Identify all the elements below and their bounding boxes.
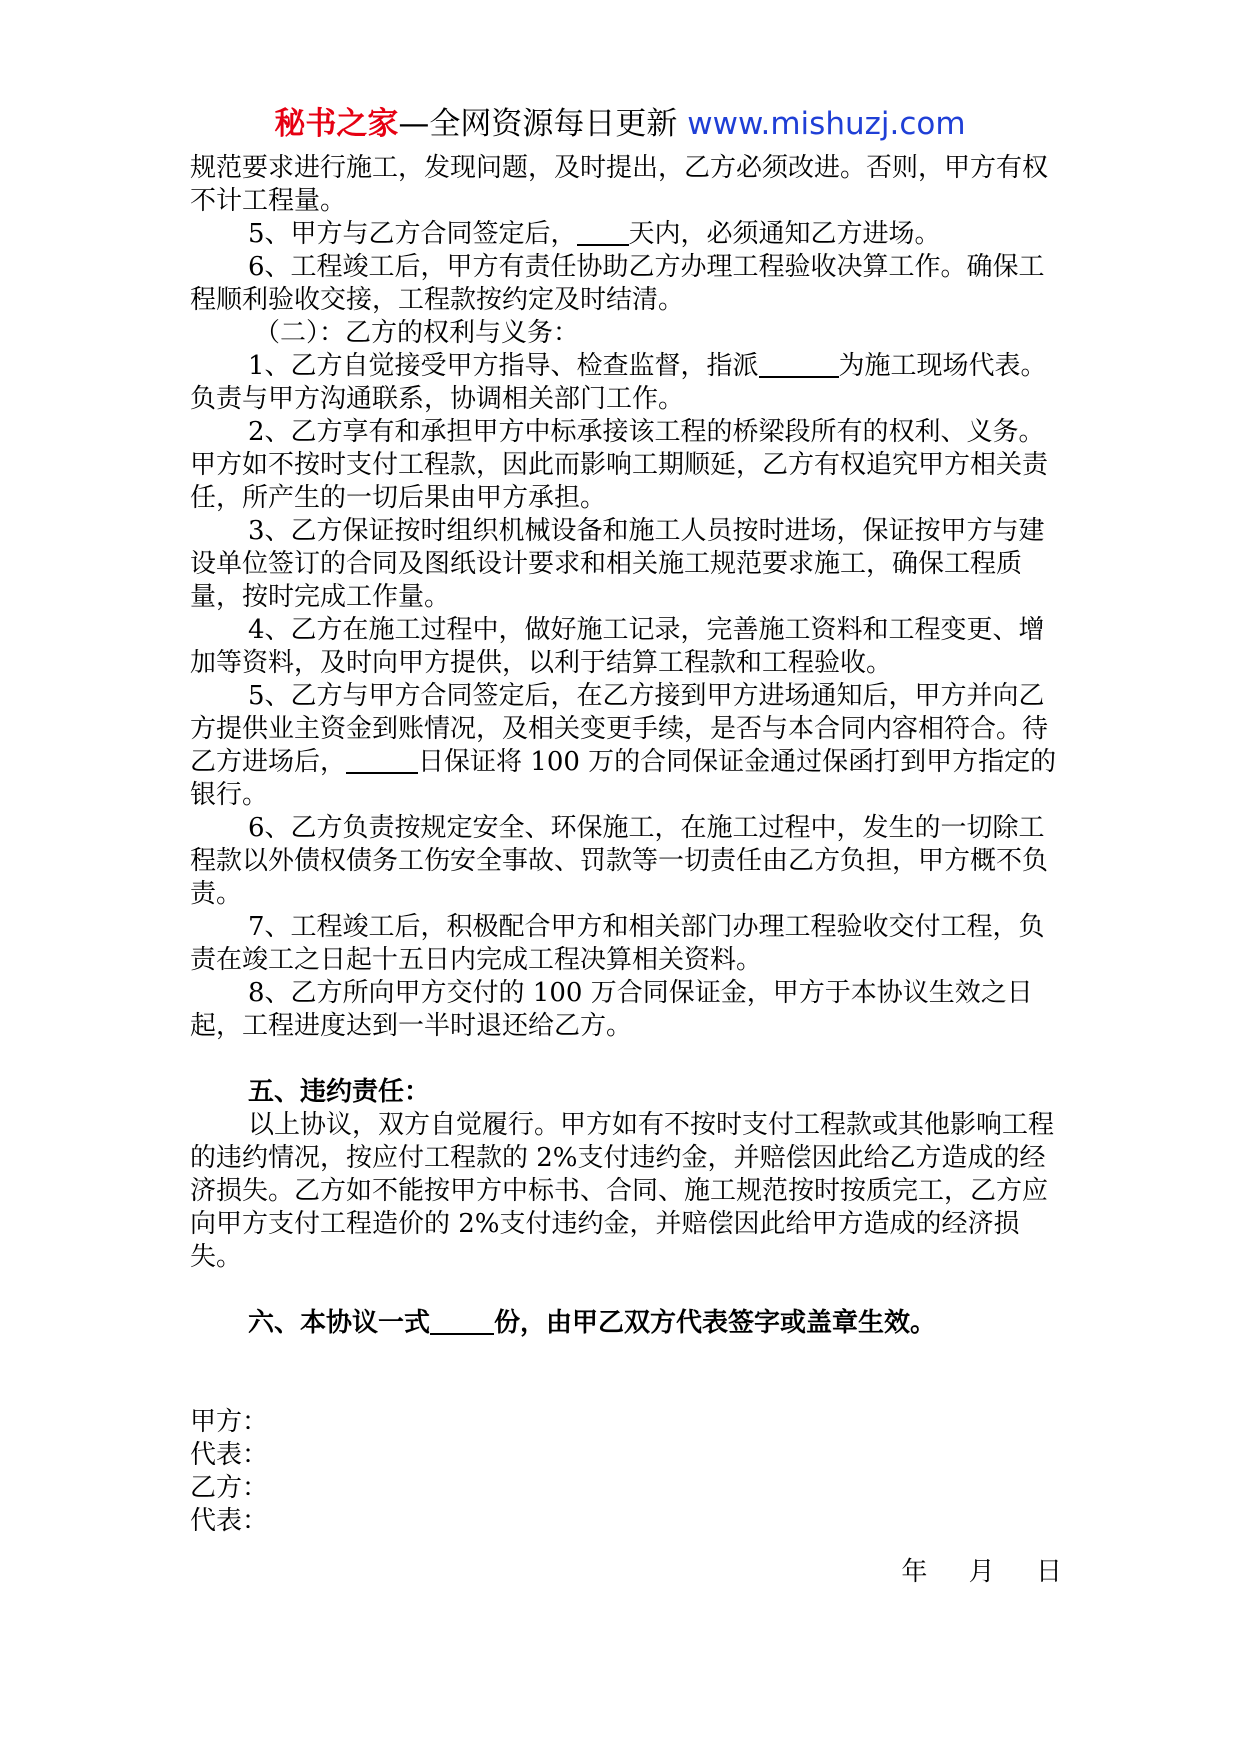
rep-b-label: 代表： — [190, 1506, 269, 1536]
paragraph — [190, 680, 1062, 812]
fill-in-blank[interactable] — [430, 1307, 494, 1335]
site-url-link[interactable]: www.mishuzj.com — [687, 106, 966, 142]
paragraph — [190, 350, 1062, 416]
party-a-label: 甲方： — [190, 1407, 269, 1437]
paragraph: 2、乙方享有和承担甲方中标承接该工程的桥梁段所有的权利、义务。甲方如不按时支付工程款，因此而影响工期顺延，乙方有权追究甲方相关责任，所产生的一切后果由甲方承担。 — [190, 417, 1049, 513]
subsection-heading: （二）：乙方的权利与义务： — [254, 318, 580, 348]
rep-a-label: 代表： — [190, 1440, 269, 1470]
paragraph: 6、工程竣工后，甲方有责任协助乙方办理工程验收决算工作。确保工程顺利验收交接，工程款按约定及时结清。 — [190, 252, 1045, 315]
party-b-label: 乙方： — [190, 1473, 269, 1503]
fill-in-blank[interactable] — [577, 218, 629, 246]
paragraph: 4、乙方在施工过程中，做好施工记录，完善施工资料和工程变更、增加等资料，及时向甲方提供，以利于结算工程款和工程验收。 — [190, 615, 1045, 678]
site-header — [0, 104, 1240, 144]
paragraph: 以上协议，双方自觉履行。甲方如有不按时支付工程款或其他影响工程的违约情况，按应付工程款的 2%支付违约金，并赔偿因此给乙方造成的经济损失。乙方如不能按甲方中标书、合同、施工规范按时按质完工，乙方应向甲方支付工程造价的 2%支付违约金，并赔偿因此给甲方造成的经济损失。 — [190, 1110, 1055, 1272]
signature-block — [190, 1406, 1062, 1538]
paragraph-text: 1、乙方自觉接受甲方指导、检查监督，指派 — [248, 351, 759, 381]
section-heading — [190, 1307, 1062, 1340]
paragraph-text: 天内，必须通知乙方进场。 — [628, 219, 941, 249]
paragraph: 6、乙方负责按规定安全、环保施工，在施工过程中，发生的一切除工程款以外债权债务工伤安全事故、罚款等一切责任由乙方负担，甲方概不负责。 — [190, 813, 1049, 909]
paragraph — [190, 218, 1062, 251]
date-line: 年 月 日 — [901, 1557, 1062, 1587]
brand-name: 秘书之家 — [274, 106, 399, 142]
paragraph: 7、工程竣工后，积极配合甲方和相关部门办理工程验收交付工程，负责在竣工之日起十五日内完成工程决算相关资料。 — [190, 912, 1045, 975]
paragraph-text: 5、乙方与甲方合同签定后，在乙方接到甲方进场通知后，甲方并向乙方提供业主资金到账情况，及相关变更手续，是否与本合同内容相符合。待乙方进场后， — [190, 681, 1049, 777]
paragraph-text: 日保证将 100 万的合同保证金通过保函打到甲方指定的银行。 — [190, 747, 1057, 810]
fill-in-blank[interactable] — [759, 350, 839, 378]
paragraph-text: 5、甲方与乙方合同签定后， — [248, 219, 577, 249]
paragraph-text: 为施工现场代表。负责与甲方沟通联系，协调相关部门工作。 — [190, 351, 1047, 414]
contract-body — [190, 152, 1062, 1538]
header-tagline: —全网资源每日更新 — [398, 106, 688, 142]
paragraph: 8、乙方所向甲方交付的 100 万合同保证金，甲方于本协议生效之日起，工程进度达到一半时退还给乙方。 — [190, 978, 1033, 1041]
fill-in-blank[interactable] — [346, 746, 418, 774]
paragraph: 规范要求进行施工，发现问题，及时提出，乙方必须改进。否则，甲方有权不计工程量。 — [190, 153, 1049, 216]
heading-text: 六、本协议一式 — [248, 1308, 431, 1338]
heading-text: 份，由甲乙双方代表签字或盖章生效。 — [494, 1308, 937, 1338]
section-heading: 五、违约责任： — [248, 1077, 431, 1107]
paragraph: 3、乙方保证按时组织机械设备和施工人员按时进场，保证按甲方与建设单位签订的合同及图纸设计要求和相关施工规范要求施工，确保工程质量，按时完成工作量。 — [190, 516, 1045, 612]
